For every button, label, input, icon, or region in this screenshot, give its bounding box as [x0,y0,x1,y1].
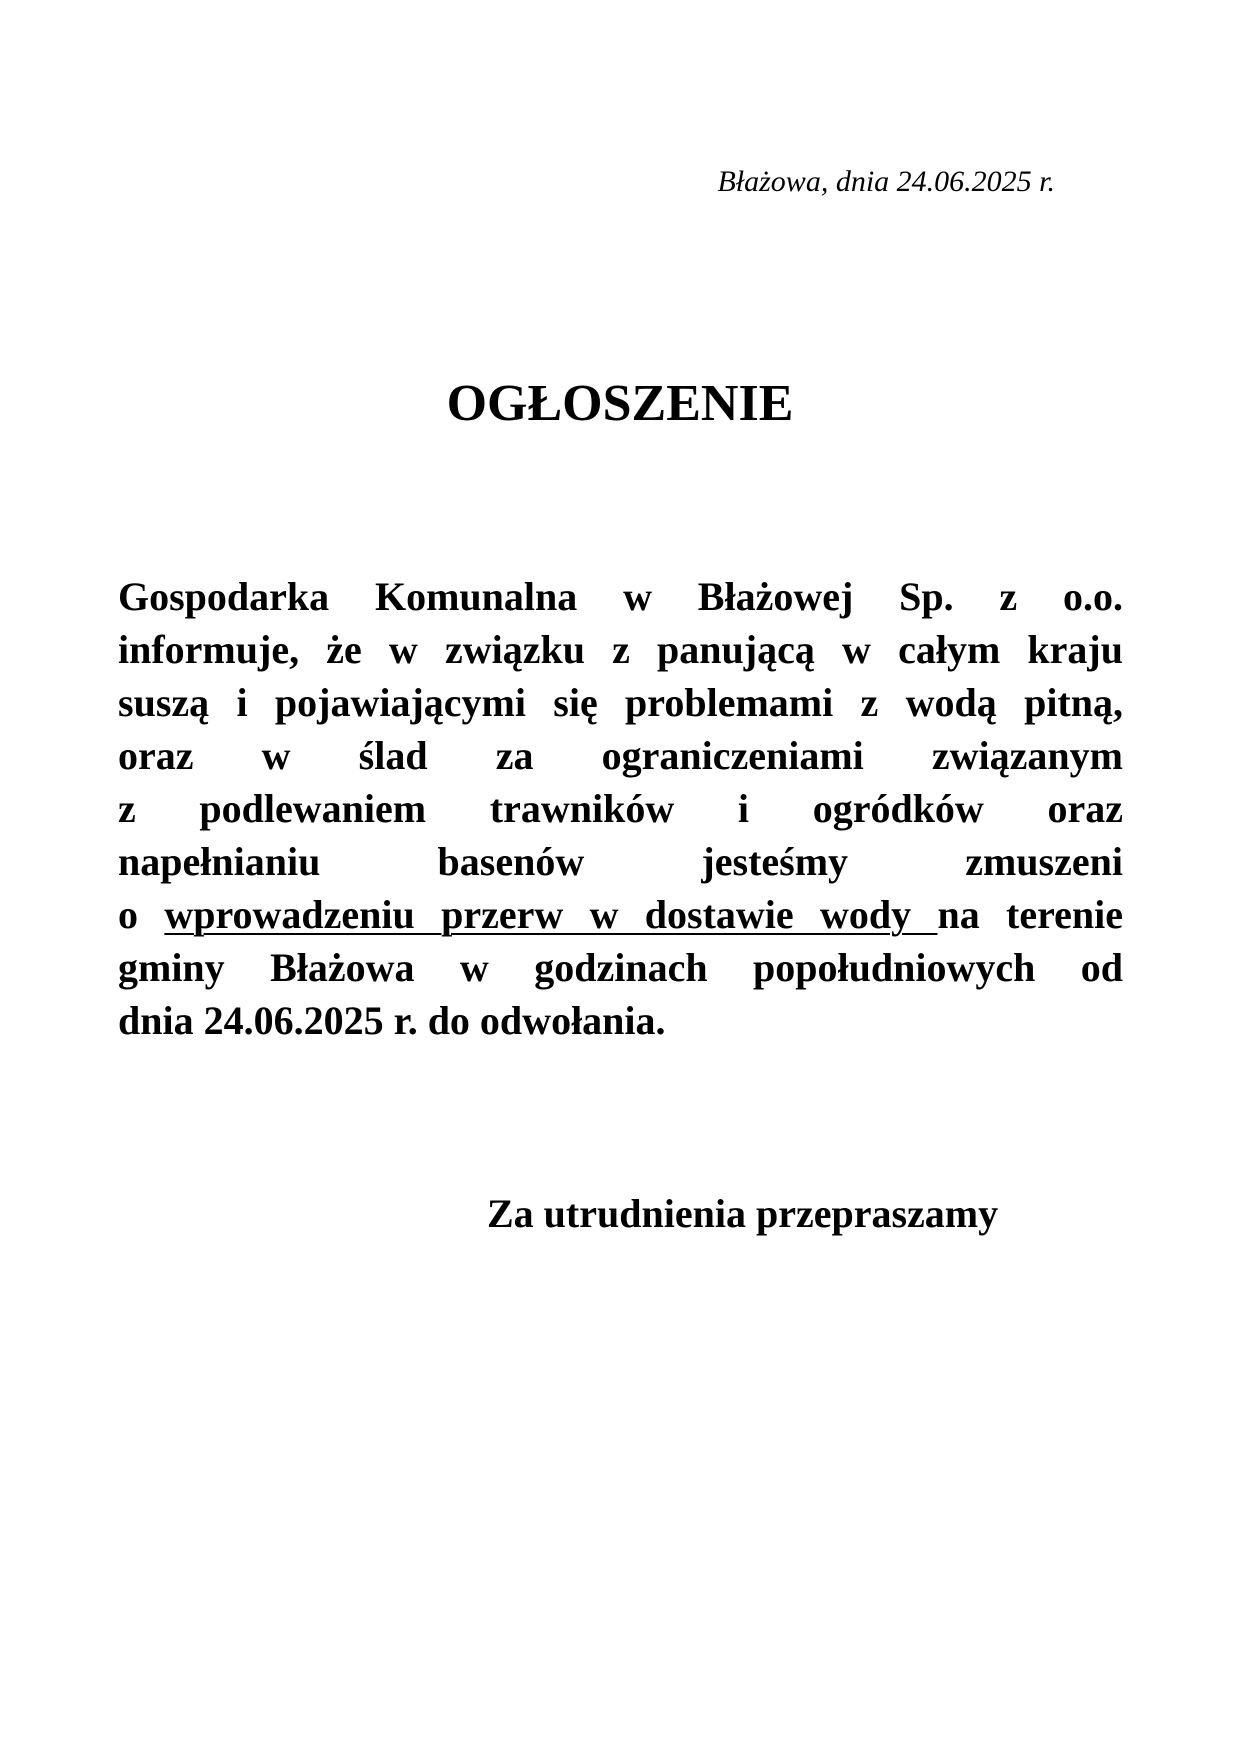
body-line-5: z podlewaniem trawników i ogródków oraz [118,786,1123,831]
body-line-3: suszą i pojawiającymi się problemami z wodą pitną, [118,680,1123,725]
body-line-1: Gospodarka Komunalna w Błażowej Sp. z o.o. [118,574,1123,619]
announcement-body [118,570,1123,1047]
body-line-2: informuje, że w związku z panującą w całym kraju [118,627,1123,672]
body-line-4: oraz w ślad za ograniczeniami związanym [118,733,1123,778]
closing-apology: Za utrudnienia przepraszamy [487,1191,999,1236]
body-line-6: napełnianiu basenów jesteśmy zmuszeni [118,839,1123,884]
body-line-9: dnia 24.06.2025 r. do odwołania. [118,998,666,1043]
announcement-title: OGŁOSZENIE [446,375,794,432]
body-line-7-suffix: na terenie [937,892,1124,937]
body-line-7 [118,888,1123,941]
water-outage-emphasis: wprowadzeniu przerw w dostawie wody [164,892,938,937]
place-and-date: Błażowa, dnia 24.06.2025 r. [717,165,1055,198]
body-line-8: gminy Błażowa w godzinach popołudniowych od [118,945,1123,990]
body-line-7-prefix: o [118,892,165,937]
